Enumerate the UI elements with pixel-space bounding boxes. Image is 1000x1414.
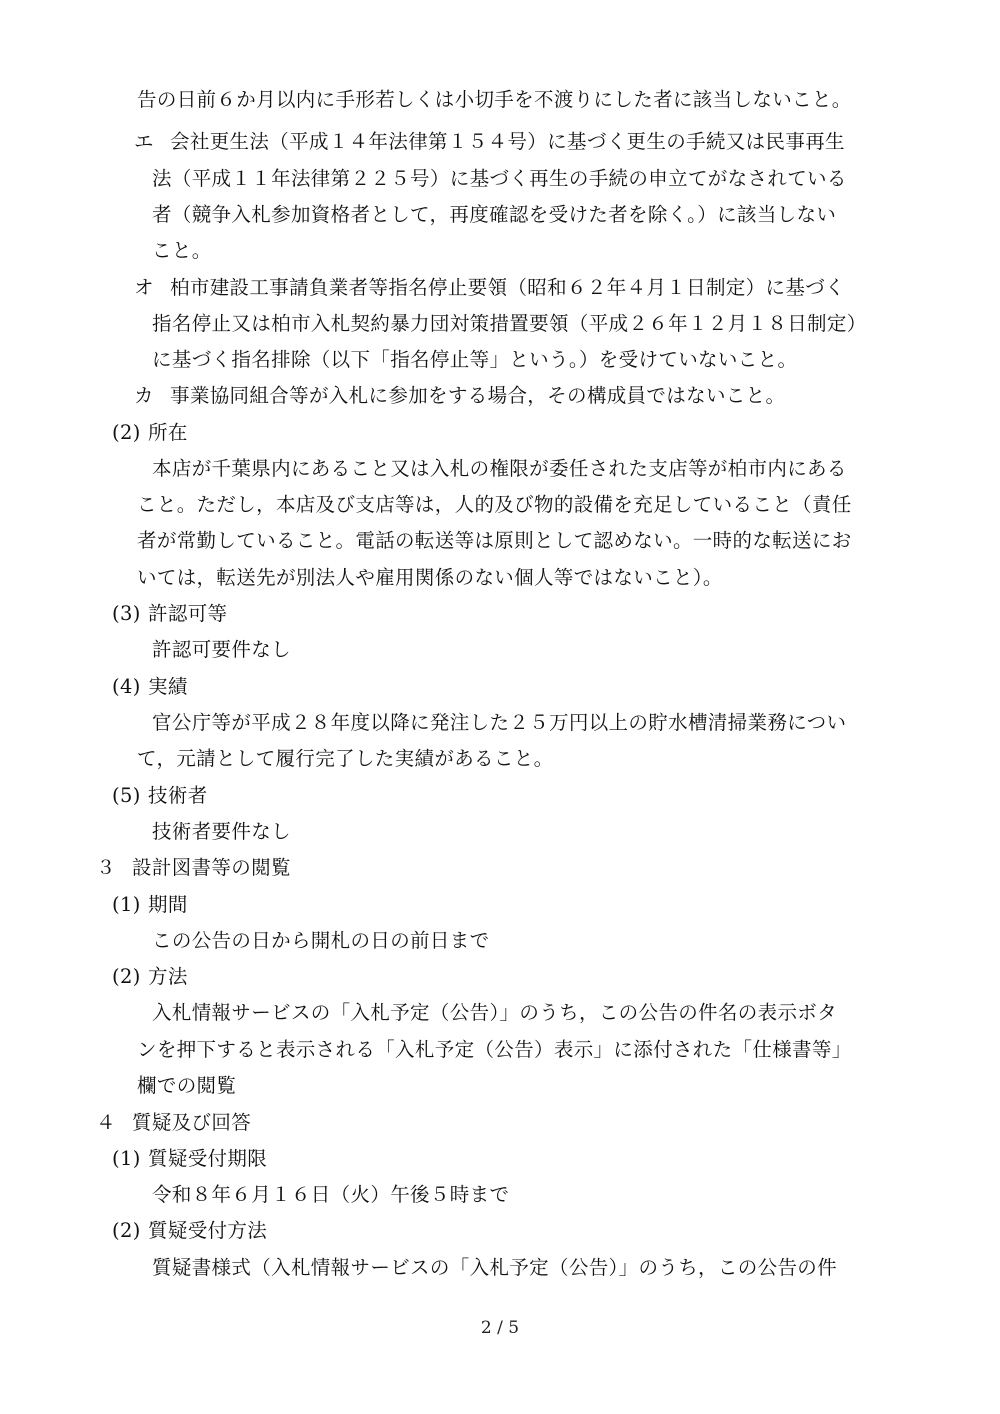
text-line: 者（競争入札参加資格者として，再度確認を受けた者を除く。）に該当しない bbox=[152, 203, 837, 226]
text-line: 本店が千葉県内にあること又は入札の権限が委任された支店等が柏市内にある bbox=[152, 457, 847, 480]
subsection-title: 所在 bbox=[148, 421, 188, 444]
subsection-title: 方法 bbox=[148, 965, 188, 988]
subsection-title: 質疑受付期限 bbox=[148, 1147, 268, 1170]
subsection-title: 期間 bbox=[148, 893, 188, 916]
subsection-number: (2) bbox=[112, 421, 141, 444]
text-line: 質疑書様式（入札情報サービスの「入札予定（公告）」のうち，この公告の件 bbox=[152, 1256, 838, 1279]
section-heading bbox=[96, 1110, 251, 1136]
text-line: に基づく指名排除（以下「指名停止等」という。）を受けていないこと。 bbox=[152, 348, 798, 371]
subsection-number: (2) bbox=[112, 965, 141, 988]
text-line: この公告の日から開札の日の前日まで bbox=[152, 929, 490, 952]
subsection-title: 許認可等 bbox=[148, 602, 228, 625]
section-heading bbox=[96, 855, 291, 881]
subsection-number: (1) bbox=[112, 893, 141, 916]
subsection-number: (2) bbox=[112, 1219, 141, 1242]
subsection-number: (3) bbox=[112, 602, 141, 625]
text-line: こと。ただし，本店及び支店等は，人的及び物的設備を充足していること（責任 bbox=[137, 493, 852, 516]
text-line: 事業協同組合等が入札に参加をする場合，その構成員ではないこと。 bbox=[170, 384, 786, 407]
subsection-heading bbox=[112, 420, 188, 446]
list-item-ka bbox=[134, 383, 785, 409]
text-line: 指名停止又は柏市入札契約暴力団対策措置要領（平成２６年１２月１８日制定） bbox=[152, 312, 867, 335]
text-line: ンを押下すると表示される「入札予定（公告）表示」に添付された「仕様書等」 bbox=[137, 1038, 852, 1061]
subsection-heading bbox=[112, 1218, 267, 1244]
text-line: 者が常勤していること。電話の転送等は原則として認めない。一時的な転送にお bbox=[137, 529, 852, 552]
text-line: 告の日前６か月以内に手形若しくは小切手を不渡りにした者に該当しないこと。 bbox=[137, 88, 852, 111]
subsection-number: (5) bbox=[112, 784, 141, 807]
item-marker: オ bbox=[134, 276, 154, 299]
subsection-number: (4) bbox=[112, 675, 141, 698]
subsection-heading bbox=[112, 674, 188, 700]
text-line: こと。 bbox=[152, 239, 212, 262]
subsection-heading bbox=[112, 1146, 267, 1172]
section-title: 質疑及び回答 bbox=[132, 1111, 252, 1134]
text-line: 官公庁等が平成２８年度以降に発注した２５万円以上の貯水槽清掃業務につい bbox=[152, 711, 847, 734]
text-line: て，元請として履行完了した実績があること。 bbox=[137, 747, 554, 770]
section-number: ４ bbox=[96, 1111, 116, 1134]
subsection-title: 実績 bbox=[148, 675, 188, 698]
page-number: 2 / 5 bbox=[480, 1318, 520, 1338]
text-line: いては，転送先が別法人や雇用関係のない個人等ではないこと）。 bbox=[137, 566, 723, 589]
text-line: 令和８年６月１６日（火）午後５時まで bbox=[152, 1183, 510, 1206]
subsection-title: 技術者 bbox=[148, 784, 208, 807]
text-line: 法（平成１１年法律第２２５号）に基づく再生の手続の申立てがなされている bbox=[152, 167, 847, 190]
subsection-heading bbox=[112, 783, 208, 809]
text-line: 欄での閲覧 bbox=[137, 1074, 237, 1097]
subsection-heading bbox=[112, 601, 227, 627]
text-line: 入札情報サービスの「入札予定（公告）」のうち，この公告の件名の表示ボタ bbox=[152, 1001, 838, 1024]
subsection-number: (1) bbox=[112, 1147, 141, 1170]
subsection-heading bbox=[112, 892, 188, 918]
item-marker: エ bbox=[134, 130, 154, 153]
subsection-heading bbox=[112, 964, 188, 990]
list-item-o bbox=[134, 275, 845, 301]
subsection-title: 質疑受付方法 bbox=[148, 1219, 268, 1242]
item-marker: カ bbox=[134, 384, 154, 407]
text-line: 許認可要件なし bbox=[152, 638, 291, 661]
list-item-e bbox=[134, 129, 845, 155]
text-line: 技術者要件なし bbox=[152, 820, 291, 843]
section-number: ３ bbox=[96, 856, 116, 879]
text-line: 会社更生法（平成１４年法律第１５４号）に基づく更生の手続又は民事再生 bbox=[170, 130, 845, 153]
text-line: 柏市建設工事請負業者等指名停止要領（昭和６２年４月１日制定）に基づく bbox=[170, 276, 845, 299]
section-title: 設計図書等の閲覧 bbox=[132, 856, 291, 879]
